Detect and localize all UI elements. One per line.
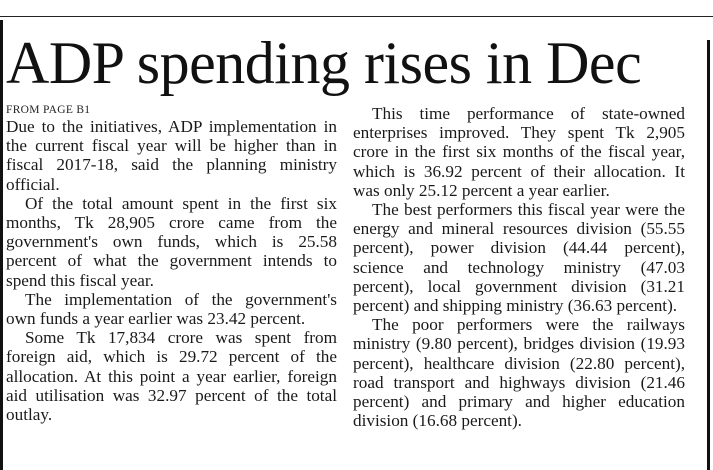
continuation-kicker: FROM PAGE B1 [6,104,91,116]
paragraph: Due to the initiatives, ADP implementation in the current fiscal year will be higher than in fiscal 2017-18, said the planning ministry official. [6,117,337,194]
top-rule [0,16,713,17]
paragraph: Of the total amount spent in the first six months, Tk 28,905 crore came from the government's own funds, which is 25.58 percent of what the government intends to spend this fiscal year. [6,193,337,290]
paragraph: This time performance of state-owned enterprises improved. They spent Tk 2,905 crore in the first six months of the fiscal year, which is 36.92 percent of their allocation. It was only 25.12 percent a year earlier. [353,104,685,200]
paragraph: Some Tk 17,834 crore was spent from foreign aid, which is 29.72 percent of the allocation. At this point a year earlier, foreign aid utilisation was 32.97 percent of the total outlay. [6,328,337,425]
right-column-rule [707,40,710,470]
paragraph: The poor performers were the railways ministry (9.80 percent), bridges division (19.93 percent), healthcare division (22.80 percent), road transport and highways division (21.46 percent) and primary and higher education division (16.68 percent). [353,315,685,431]
left-column-rule [0,20,3,470]
article-column-right [353,104,685,430]
paragraph: The implementation of the government's own funds a year earlier was 23.42 percent. [6,289,337,329]
headline: ADP spending rises in Dec [6,30,642,96]
paragraph: The best performers this fiscal year were the energy and mineral resources division (55.55 percent), power division (44.44 percent), science and technology ministry (47.03 percent), local government division (31.21 percent) and shipping ministry (36.63 percent). [353,200,685,316]
article-column-left [6,104,337,424]
